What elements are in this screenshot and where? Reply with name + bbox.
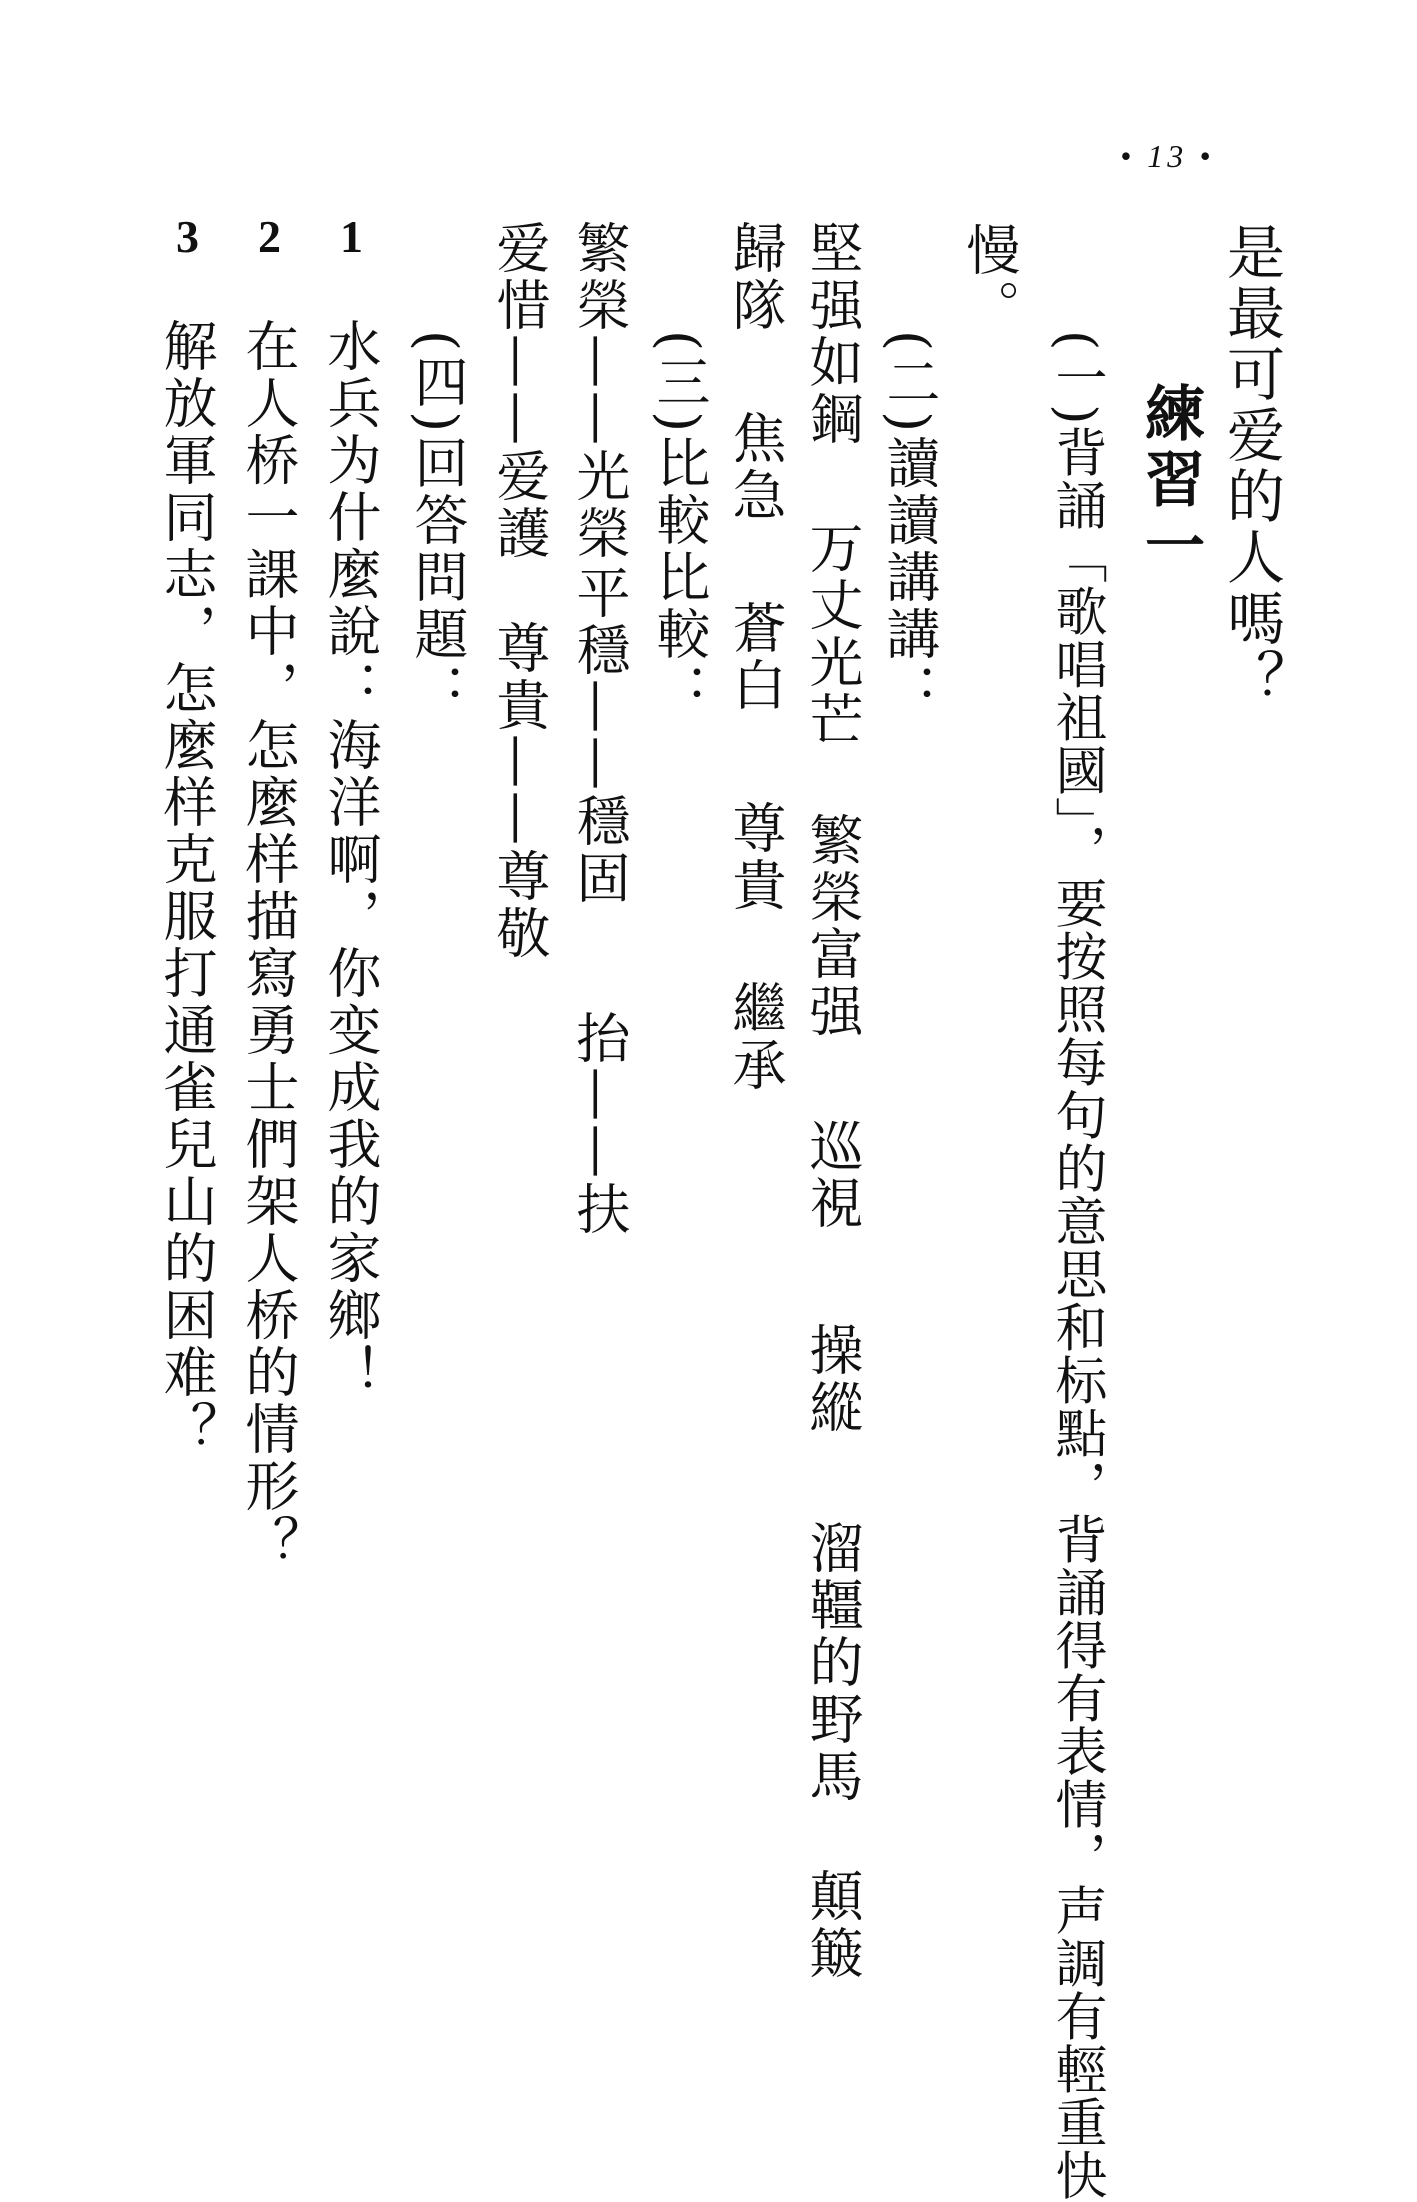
question-number: 2	[258, 211, 281, 262]
page-number: • 13 •	[1120, 138, 1215, 174]
compare-pair: 繁榮——光榮	[568, 220, 631, 562]
vocab-word: 溜韁的野馬	[801, 1520, 864, 1805]
compare-pair: 平穩——穩固	[568, 565, 631, 907]
vocab-word: 顛簸	[801, 1868, 864, 1982]
question-text: 解放軍同志，怎麼样克服打通雀兒山的困难？	[155, 318, 218, 1458]
question-number: 3	[176, 211, 199, 262]
question-text: 在人桥一課中，怎麼样描寫勇士們架人桥的情形？	[237, 318, 300, 1572]
lesson-title-tail: 是最可爱的人嗎？	[1217, 222, 1285, 710]
vocab-word: 尊貴	[724, 800, 787, 914]
vocab-word: 蒼白	[724, 600, 787, 714]
task-three-heading: (三)比較比較：	[648, 330, 711, 721]
compare-pair: 抬——扶	[568, 1010, 631, 1238]
vocab-word: 繼承	[724, 980, 787, 1094]
question-number: 1	[340, 211, 363, 262]
question-text: 水兵为什麼說：海洋啊，你变成我的家鄉！	[319, 318, 382, 1401]
vocab-word: 焦急	[724, 410, 787, 524]
task-four-heading: (四)回答問題：	[406, 330, 469, 721]
compare-pair: 尊貴——尊敬	[488, 620, 551, 962]
vocab-word: 万丈光芒	[801, 520, 864, 748]
vocab-word: 歸隊	[724, 220, 787, 334]
exercise-heading: 練習一	[1135, 382, 1205, 580]
task-one-continuation: 慢。	[958, 222, 1021, 336]
task-one-text: (一)背誦「歌唱祖國」，要按照每句的意思和标點，背誦得有表情，声調有輕重快	[1046, 330, 1106, 2202]
compare-pair: 爱惜——爱護	[488, 220, 551, 562]
vocab-word: 堅强如鋼	[801, 220, 864, 448]
vocab-word: 巡視	[801, 1118, 864, 1232]
task-two-heading: (二)讀讀講講：	[878, 330, 941, 721]
vocab-word: 繁榮富强	[801, 812, 864, 1040]
vocab-word: 操縱	[801, 1322, 864, 1436]
